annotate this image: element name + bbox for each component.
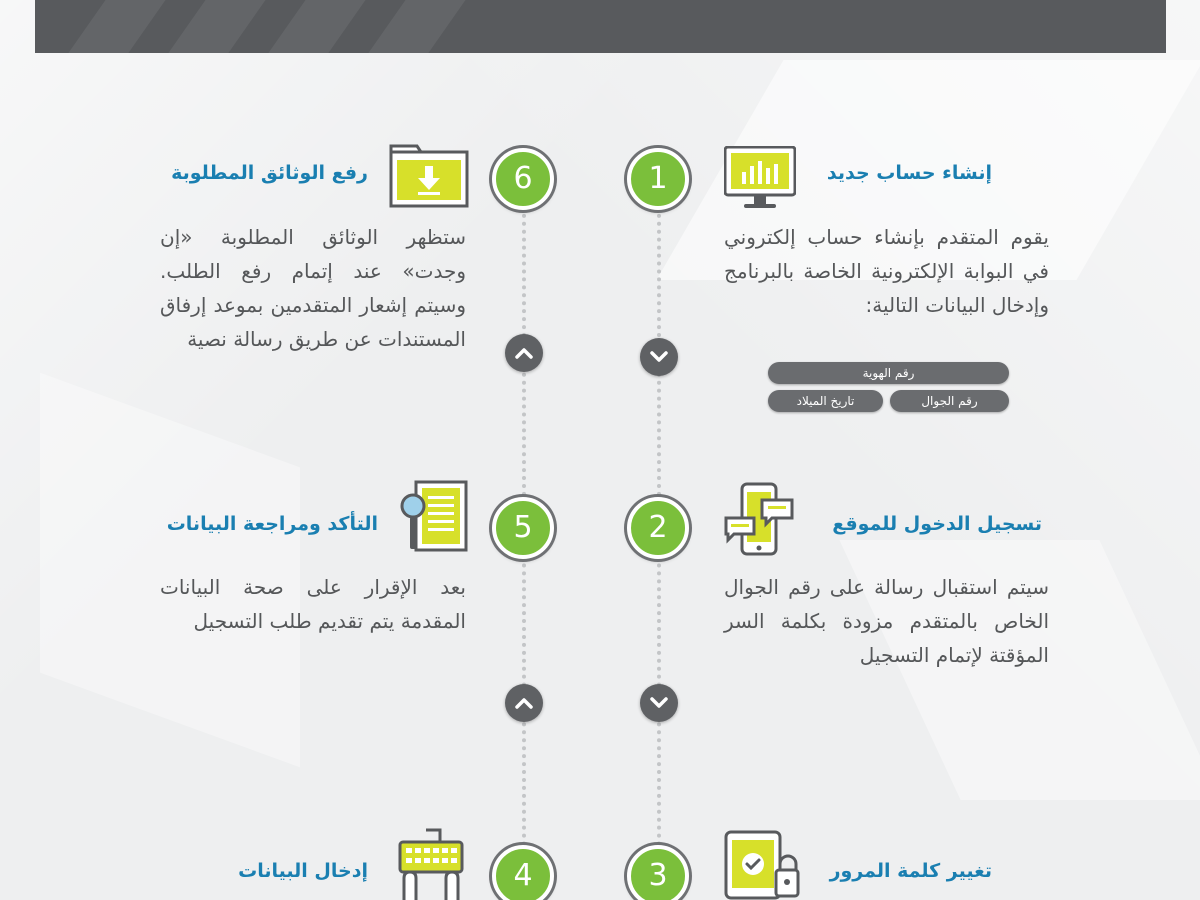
step-5-text: بعد الإقرار على صحة البيانات المقدمة يتم تقديم طلب التسجيل <box>160 575 466 633</box>
step-1-number: 1 <box>627 148 689 210</box>
chevron-down-icon <box>640 684 678 722</box>
field-pill-id: رقم الهوية <box>768 362 1009 384</box>
step-4-title: إدخال البيانات <box>238 860 368 882</box>
step-1-text: يقوم المتقدم بإنشاء حساب إلكتروني في البوابة الإلكترونية الخاصة بالبرنامج وإدخال البيانات التالية: <box>724 225 1049 317</box>
tablet-lock-icon <box>724 830 800 900</box>
header-pattern <box>63 0 186 53</box>
step-4-number: 4 <box>492 845 554 900</box>
header-pattern <box>363 0 486 53</box>
step-2-text: سيتم استقبال رسالة على رقم الجوال الخاص بالمتقدم مزودة بكلمة السر المؤقتة لإتمام التسجيل <box>724 575 1049 667</box>
step-3-title: تغيير كلمة المرور <box>829 860 992 882</box>
step-5-title: التأكد ومراجعة البيانات <box>166 513 378 535</box>
document-magnifier-icon <box>398 480 470 558</box>
step-6-number: 6 <box>492 148 554 210</box>
monitor-chart-icon <box>724 146 796 216</box>
header-pattern <box>163 0 286 53</box>
chevron-up-icon <box>505 684 543 722</box>
keyboard-hands-icon <box>396 828 466 900</box>
chevron-down-icon <box>640 338 678 376</box>
step-1-title: إنشاء حساب جديد <box>826 162 992 184</box>
field-pill-mobile: رقم الجوال <box>890 390 1009 412</box>
header-band <box>35 0 1166 53</box>
step-6-text: ستظهر الوثائق المطلوبة «إن وجدت» عند إتمام رفع الطلب. وسيتم إشعار المتقدمين بموعد إرفاق المستندات عن طريق رسالة نصية <box>160 225 466 351</box>
folder-download-icon <box>389 142 469 212</box>
field-pill-birthdate: تاريخ الميلاد <box>768 390 883 412</box>
step-5-number: 5 <box>492 497 554 559</box>
step-2-title: تسجيل الدخول للموقع <box>832 513 1042 535</box>
phone-chat-icon <box>722 482 796 560</box>
step-6-title: رفع الوثائق المطلوبة <box>171 162 368 184</box>
header-pattern <box>263 0 386 53</box>
step-2-number: 2 <box>627 497 689 559</box>
step-3-number: 3 <box>627 845 689 900</box>
chevron-up-icon <box>505 334 543 372</box>
